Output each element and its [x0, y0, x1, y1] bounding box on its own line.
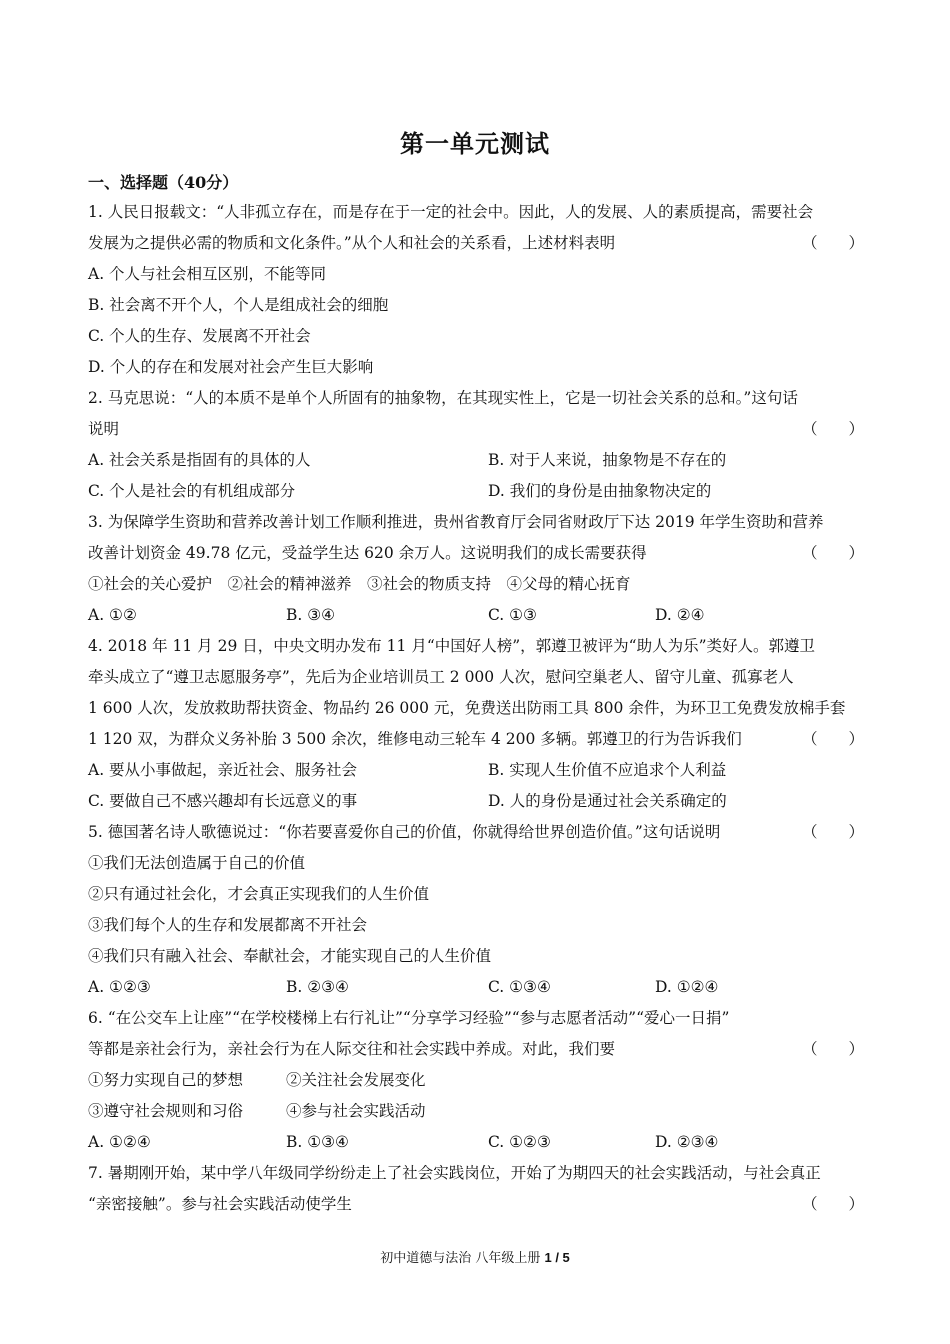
q5-statement-1: ①我们无法创造属于自己的价值	[88, 854, 306, 872]
question-1-line-2	[88, 232, 864, 254]
answer-bracket: （ ）	[801, 420, 864, 438]
q2-option-c: C. 个人是社会的有机组成部分	[88, 482, 296, 500]
q5-statement-3: ③我们每个人的生存和发展都离不开社会	[88, 916, 368, 934]
question-7-line-2	[88, 1193, 864, 1215]
page-title: 第一单元测试	[400, 129, 550, 158]
answer-bracket: （ ）	[801, 234, 864, 252]
q4-option-b: B. 实现人生价值不应追求个人利益	[488, 761, 727, 779]
q6-statement-3: ③遵守社会规则和习俗	[88, 1102, 244, 1120]
question-6-stem-end: 等都是亲社会行为，亲社会行为在人际交往和社会实践中养成。对此，我们要	[88, 1040, 616, 1058]
question-4-line-2: 牵头成立了“遵卫志愿服务亭”，先后为企业培训员工 2 000 人次，慰问空巢老人、留守儿童、孤寡老人	[88, 668, 794, 686]
q4-option-a: A. 要从小事做起，亲近社会、服务社会	[88, 761, 358, 779]
question-3-statements: ①社会的关心爱护 ②社会的精神滋养 ③社会的物质支持 ④父母的精心抚育	[88, 575, 631, 593]
q6-statement-4: ④参与社会实践活动	[286, 1102, 426, 1120]
question-6-line-2	[88, 1038, 864, 1060]
question-2-stem-end: 说明	[88, 420, 120, 438]
section-heading: 一、选择题（40分）	[88, 173, 239, 192]
q6-statement-1: ①努力实现自己的梦想	[88, 1071, 244, 1089]
question-3-stem-end: 改善计划资金 49.78 亿元，受益学生达 620 余万人。这说明我们的成长需要获得	[88, 544, 647, 562]
q1-option-b: B. 社会离不开个人，个人是组成社会的细胞	[88, 296, 389, 314]
q5-statement-4: ④我们只有融入社会、奉献社会，才能实现自己的人生价值	[88, 947, 492, 965]
question-1-stem-end: 发展为之提供必需的物质和文化条件。”从个人和社会的关系看，上述材料表明	[88, 234, 616, 252]
q6-option-b: B. ①③④	[286, 1133, 349, 1151]
answer-bracket: （ ）	[801, 730, 864, 748]
question-5-stem: 5. 德国著名诗人歌德说过：“你若要喜爱你自己的价值，你就得给世界创造价值。”这句话说明	[88, 823, 721, 841]
q3-option-b: B. ③④	[286, 606, 336, 624]
q5-option-c: C. ①③④	[488, 978, 551, 996]
q6-statement-2: ②关注社会发展变化	[286, 1071, 426, 1089]
q4-option-c: C. 要做自己不感兴趣却有长远意义的事	[88, 792, 358, 810]
question-2-line-2	[88, 418, 864, 440]
question-7-line-1: 7. 暑期刚开始，某中学八年级同学纷纷走上了社会实践岗位，开始了为期四天的社会实践活动，与社会真正	[88, 1164, 821, 1182]
question-3-line-2	[88, 542, 864, 564]
question-3-line-1: 3. 为保障学生资助和营养改善计划工作顺利推进，贵州省教育厅会同省财政厅下达 2019 年学生资助和营养	[88, 513, 824, 531]
question-4-line-1: 4. 2018 年 11 月 29 日，中央文明办发布 11 月“中国好人榜”，郭遵卫被评为“助人为乐”类好人。郭遵卫	[88, 637, 816, 655]
answer-bracket: （ ）	[801, 823, 864, 841]
q2-option-d: D. 我们的身份是由抽象物决定的	[488, 482, 712, 500]
q1-option-d: D. 个人的存在和发展对社会产生巨大影响	[88, 358, 374, 376]
question-6-line-1: 6. “在公交车上让座”“在学校楼梯上右行礼让”“分享学习经验”“参与志愿者活动”“爱心一日捐”	[88, 1009, 730, 1027]
q6-option-d: D. ②③④	[655, 1133, 719, 1151]
q5-option-d: D. ①②④	[655, 978, 719, 996]
q5-statement-2: ②只有通过社会化，才会真正实现我们的人生价值	[88, 885, 430, 903]
q3-option-c: C. ①③	[488, 606, 537, 624]
q4-option-d: D. 人的身份是通过社会关系确定的	[488, 792, 727, 810]
q3-option-d: D. ②④	[655, 606, 705, 624]
q1-option-c: C. 个人的生存、发展离不开社会	[88, 327, 311, 345]
q5-option-b: B. ②③④	[286, 978, 349, 996]
q2-option-b: B. 对于人来说，抽象物是不存在的	[488, 451, 727, 469]
q6-option-a: A. ①②④	[88, 1133, 151, 1151]
q3-option-a: A. ①②	[88, 606, 137, 624]
q1-option-a: A. 个人与社会相互区别，不能等同	[88, 265, 327, 283]
page-footer	[0, 1247, 950, 1266]
page-number: 1 / 5	[544, 1250, 570, 1265]
q6-option-c: C. ①②③	[488, 1133, 551, 1151]
question-7-stem-end: “亲密接触”。参与社会实践活动使学生	[88, 1195, 352, 1213]
footer-text: 初中道德与法治 八年级上册	[380, 1251, 545, 1266]
q5-option-a: A. ①②③	[88, 978, 151, 996]
question-2-line-1: 2. 马克思说：“人的本质不是单个人所固有的抽象物，在其现实性上，它是一切社会关系的总和。”这句话	[88, 389, 798, 407]
question-1-line-1: 1. 人民日报载文：“人非孤立存在，而是存在于一定的社会中。因此，人的发展、人的素质提高，需要社会	[88, 203, 814, 221]
question-4-stem-end: 1 120 双，为群众义务补胎 3 500 余次，维修电动三轮车 4 200 多辆。郭遵卫的行为告诉我们	[88, 730, 742, 748]
question-4-line-3: 1 600 人次，发放救助帮扶资金、物品约 26 000 元，免费送出防雨工具 800 余件，为环卫工免费发放棉手套	[88, 699, 846, 717]
q2-option-a: A. 社会关系是指固有的具体的人	[88, 451, 311, 469]
question-4-line-4	[88, 728, 864, 750]
question-5-line-1	[88, 821, 864, 843]
answer-bracket: （ ）	[801, 1195, 864, 1213]
answer-bracket: （ ）	[801, 544, 864, 562]
answer-bracket: （ ）	[801, 1040, 864, 1058]
